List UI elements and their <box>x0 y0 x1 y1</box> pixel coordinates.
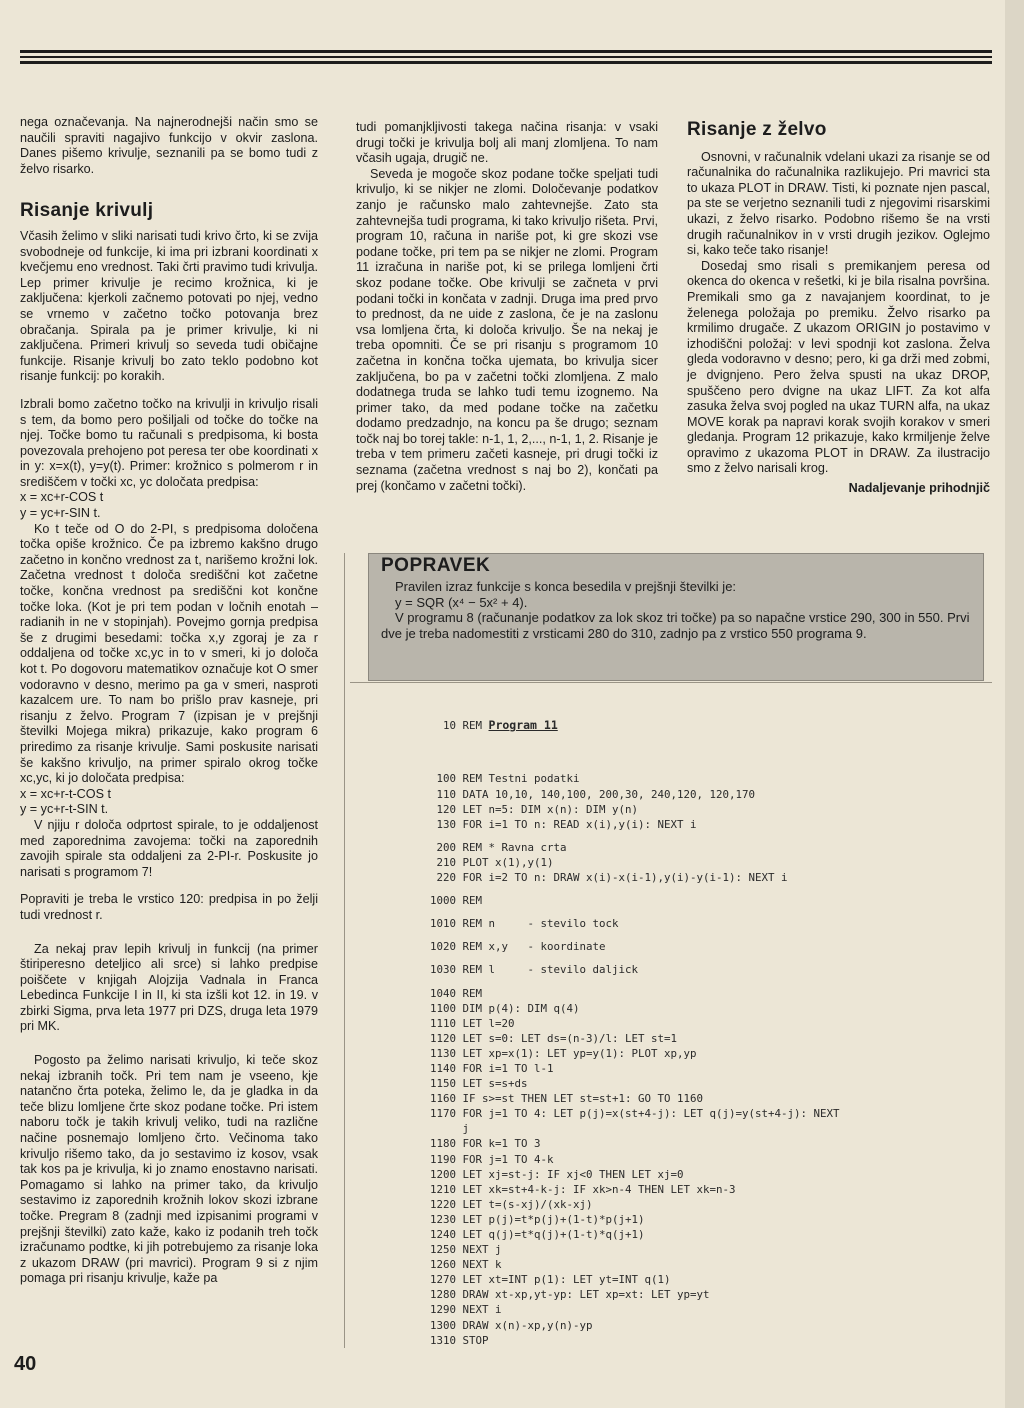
code-lines <box>430 771 990 1347</box>
heading-risanje-z-zelvo: Risanje z želvo <box>687 119 827 140</box>
code-line: 1160 IF s>=st THEN LET st=st+1: GO TO 1160 <box>430 1092 704 1106</box>
program-title: Program 11 <box>488 718 558 733</box>
heading-risanje-krivulj: Risanje krivulj <box>20 200 154 222</box>
code-line: 1270 LET xt=INT p(1): LET yt=INT q(1) <box>430 1273 671 1287</box>
column-divider <box>344 553 345 1348</box>
code-line: 110 DATA 10,10, 140,100, 200,30, 240,120, 120,170 <box>430 787 756 801</box>
formula: y = yc+r-SIN t. <box>20 506 101 521</box>
popravek-formula: y = SQR (x⁴ − 5x² + 4). <box>395 594 528 610</box>
code-line: 1300 DRAW x(n)-xp,y(n)-yp <box>430 1318 593 1332</box>
code-line: 100 REM Testni podatki <box>430 772 580 786</box>
column-right <box>687 119 990 497</box>
code-line: 1100 DIM p(4): DIM q(4) <box>430 1001 580 1015</box>
code-line: 1140 FOR i=1 TO l-1 <box>430 1061 554 1075</box>
code-line: 1170 FOR j=1 TO 4: LET p(j)=x(st+4-j): LET q(j)=y(st+4-j): NEXT <box>430 1107 840 1121</box>
paragraph: Izbrali bomo začetno točko na krivulji in krivuljo risali s tem, da bomo pero pošiljali od točke do točke na njej. Točke bomo tu računali s predpisoma, ki bosta povezovala prehojeno pot peresa ter obe koordinati x in y: x=x(t), y=y(t). Primer: krožnico s polmerom r in središčem v točki xc, yc določata predpisa: <box>20 396 318 489</box>
paragraph: Dosedaj smo risali s premikanjem peresa od okenca do okenca v rešetki, ki je bila risalna površina. Premikali smo ga z navajanjem koordinat, to je želenega položaja po premiku. Želvo risarko pa krmilimo drugače. Z ukazom ORIGIN jo postavimo v izhodiščni položaj: v levi spodnji kot zaslona. Želva gleda vodoravno v desno; pero, ki ga drži med zobmi, je dvignjeno. Pero želva spusti na ukaz DROP, spuščeno pero dvigne na ukaz LIFT. Za kot alfa zasuka želva svoj pogled na ukaz TURN alfa, na ukaz MOVE korak pa napravi korak svojih korakov v smeri gledanja. Program 12 prikazuje, kako krmiljenje želve opravimo z ukazoma PLOT in DRAW. Za ilustracijo smo z želvo narisali krog. <box>687 258 990 476</box>
paragraph: Za nekaj prav lepih krivulj in funkcij (na primer štiriperesno deteljico ali srce) si lahko predpise poiščete v knjigah Alojzija Vadnala in Franca Lebedinca Funkcije I in II, ki sta izšli kot 12. in 19. v zbirki Sigma, prva leta 1977 pri DZS, druga leta 1979 pri MK. <box>20 941 318 1034</box>
code-line: 1310 STOP <box>430 1333 489 1347</box>
code-line: 1290 NEXT i <box>430 1303 502 1317</box>
code-line: 1120 LET s=0: LET ds=(n-3)/l: LET st=1 <box>430 1031 678 1045</box>
program-listing <box>430 688 990 1363</box>
code-line: 1030 REM l - stevilo daljick <box>430 963 639 977</box>
paragraph: V njiju r določa odprtost spirale, to je oddaljenost med zaporednima zavojema: točki na zaporednih zavojih spirale sta oddaljeni za 2-PI-r. Poskusite jo narisati s programom 7! <box>20 817 318 879</box>
popravek-title: POPRAVEK <box>381 555 491 576</box>
code-line: 1180 FOR k=1 TO 3 <box>430 1137 541 1151</box>
paragraph: Ko t teče od O do 2-PI, s predpisoma določena točka opiše krožnico. Če pa izbremo kakšno drugo začetno in končno vrednost za t, narišemo krožni lok. Začetna vrednost t določa središčni kot začetne točke, končna vrednost pa središčni kot končne točke loka. (Kot je pri tem podan v ločnih enotah – radianih in ne v stopinjah). Povejmo gornja predpisa še z drugimi besedami: točka x,y zgoraj je za r oddaljena od točke xc,yc in to v smeri, ki jo določa kot t. Po dogovoru matematikov označuje kot O smer vodoravno v desno, merimo pa ga v smeri, nasproti kazalcem ure. To nam bo prišlo prav kasneje, pri risanju z želvo. Program 7 (izpisan je v prejšnji številki Mojega mikra) prikazuje, kako program 6 priredimo za risanje krivulje. Sami poskusite narisati še kakšno krivuljo, na primer spiralo okrog točke xc,yc, ki jo določata predpisa: <box>20 521 318 786</box>
code-line: 200 REM * Ravna crta <box>430 840 567 854</box>
code-line: 1280 DRAW xt-xp,yt-yp: LET xp=xt: LET yp=yt <box>430 1288 710 1302</box>
code-line: 1200 LET xj=st-j: IF xj<0 THEN LET xj=0 <box>430 1167 684 1181</box>
paragraph: tudi pomanjkljivosti takega načina risanja: v vsaki drugi točki je krivulja bolj ali manj zlomljena. To nam včasih ugaja, drugič ne. <box>356 120 658 166</box>
code-line: 1150 LET s=s+ds <box>430 1077 528 1091</box>
paragraph: Seveda je mogoče skoz podane točke speljati tudi krivuljo, ki se nikjer ne zlomi. Določevanje podatkov zanjo je računsko malo zahtevnejše. Zato sta zahtevnejša tudi programa, ki tako krivuljo rišeta. Prvi, program 10, računa in nariše pot, ki gre skozi vse podane točke, pri tem pa se nikjer ne zlomi. Program 11 izračuna in nariše pot, ki se prilega lomljeni črti skoz podane točke. Obe krivulji se začneta v prvi podani točki in končata v zadnji. Druga ima pred prvo to prednost, da ne uide z zaslona, če je na zaslonu vsa lomljena črta, ki določa krivuljo. Še na nekaj je treba opomniti. Če se pri risanju s programom 10 začetna in končna točka ujemata, bo krivulja sicer zaključena, bo pa v začetni točki zlomljena. Z malo dodatnega truda se lahko tudi temu izognemo. Na primer tako, da med podane točke na začetku dodamo predzadnjo, na koncu pa še drugo; seznam točk naj bo torej takle: n-1, 1, 2,..., n-1, 1, 2. Risanje je treba v tem primeru začeti kasneje, pri drugi točki iz seznama (začetna vrednost s naj bo 2), končati pa prej (končamo v začetni točki). <box>356 166 658 493</box>
code-line: j <box>430 1122 470 1136</box>
code-line: 1110 LET l=20 <box>430 1016 515 1030</box>
code-divider <box>350 682 992 683</box>
code-line: 120 LET n=5: DIM x(n): DIM y(n) <box>430 802 639 816</box>
code-line: 1210 LET xk=st+4-k-j: IF xk>n-4 THEN LET xk=n-3 <box>430 1182 736 1196</box>
code-line: 1010 REM n - stevilo tock <box>430 917 619 931</box>
code-line: 1220 LET t=(s-xj)/(xk-xj) <box>430 1197 593 1211</box>
paragraph: Pogosto pa želimo narisati krivuljo, ki teče skoz nekaj izbranih točk. Pri tem nam je vseeno, kje natančno črta poteka, želimo le, da je gladka in da teče blizu lomljene črte skoz podane točke. Pri istem naboru točk je takih krivulj veliko, tudi na različne načine posnemajo lomljeno črto. Večinoma tako krivuljo rišemo tako, da jo sestavimo iz kosov, vsak tak kos pa je krivulja, ki jo znamo enostavno narisati. Pomagamo si lahko na primer tako, da krivuljo sestavimo iz zaporednih krožnih lokov skozi izbrane točke. Pregram 8 (zadnji med izpisanimi programi v prejšnji številki) zato kaže, kako iz podanih treh točk izračunamo podtke, ki jih potrebujemo za risanje loka z ukazom DRAW (pri mavrici). Program 9 si z njim pomaga pri risanju krivulje, kaže pa <box>20 1053 318 1286</box>
column-middle <box>356 120 658 494</box>
code-line: 1230 LET p(j)=t*p(j)+(1-t)*p(j+1) <box>430 1212 645 1226</box>
formula: x = xc+r-COS t <box>20 490 104 505</box>
page-edge-shadow <box>1005 0 1024 1408</box>
code-line: 220 FOR i=2 TO n: DRAW x(i)-x(i-1),y(i)-y(i-1): NEXT i <box>430 871 788 885</box>
code-line: 210 PLOT x(1),y(1) <box>430 855 554 869</box>
code-line: 1020 REM x,y - koordinate <box>430 940 606 954</box>
formula: x = xc+r-t-COS t <box>20 786 111 801</box>
code-line: 1260 NEXT k <box>430 1258 502 1272</box>
code-line: 1040 REM <box>430 986 483 1000</box>
continuation-note: Nadaljevanje prihodnjič <box>848 481 990 496</box>
popravek-box <box>368 553 984 681</box>
code-line: 1130 LET xp=x(1): LET yp=y(1): PLOT xp,yp <box>430 1046 697 1060</box>
code-line: 1190 FOR j=1 TO 4-k <box>430 1152 554 1166</box>
popravek-text: Pravilen izraz funkcije s konca besedila v prejšnji številki je: <box>395 579 737 595</box>
page-number: 40 <box>14 1353 37 1375</box>
paragraph: Osnovni, v računalnik vdelani ukazi za risanje se od računalnika do računalnika razlikujejo. Pri mavrici sta to ukaza PLOT in DRAW. Tisti, ki poznate njen pascal, pa ste se verjetno seznanili tudi z njegovimi risarskimi ukazi, z želvo risarko. Podobno rišemo še na vrsti drugih računalnikov in v vrsti drugih jezikov. Oglejmo si, kako teče tako risanje! <box>687 149 990 258</box>
code-line: 1000 REM <box>430 894 483 908</box>
code-line: 1240 LET q(j)=t*q(j)+(1-t)*q(j+1) <box>430 1228 645 1241</box>
column-left <box>20 115 318 1287</box>
intro-paragraph: nega označevanja. Na najnerodnejši način smo se naučili spraviti nagajivo funkcijo v okvir zaslona. Danes pišemo krivulje, seznanili pa se bomo tudi z želvo risarko. <box>20 115 318 176</box>
code-title-line: 10 REM Program 11 <box>430 718 558 733</box>
formula: y = yc+r-t-SIN t. <box>20 802 109 817</box>
code-line: 130 FOR i=1 TO n: READ x(i),y(i): NEXT i <box>430 817 697 831</box>
popravek-text: V programu 8 (računanje podatkov za lok skoz tri točke) pa so napačne vrstice 290, 300 in 550. Prvi dve je treba nadomestiti z vrsticami 280 do 310, zadnjo pa z vrstico 550 programa 9. <box>381 610 970 641</box>
paragraph: Popraviti je treba le vrstico 120: predpisa in po želji tudi vrednost r. <box>20 892 318 922</box>
header-rule <box>20 50 992 68</box>
code-line: 1250 NEXT j <box>430 1243 502 1257</box>
paragraph: Včasih želimo v sliki narisati tudi krivo črto, ki se zvija svobodneje od funkcije, ki ima pri izbrani koordinati x kvečjemu eno vrednost. Taki črti pravimo tudi krivulja. Lep primer krivulje je recimo krožnica, ki je zaključena: kjerkoli začnemo potovati po njej, vedno se vrnemo v začetno točko potovanja brez obračanja. Spirala pa je primer krivulje, ki ni zaključena. Primeri krivulj so seveda tudi običajne funkcije. Risanje krivulj bo zato teklo podobno kot risanje funkcij: po korakih. <box>20 228 318 384</box>
